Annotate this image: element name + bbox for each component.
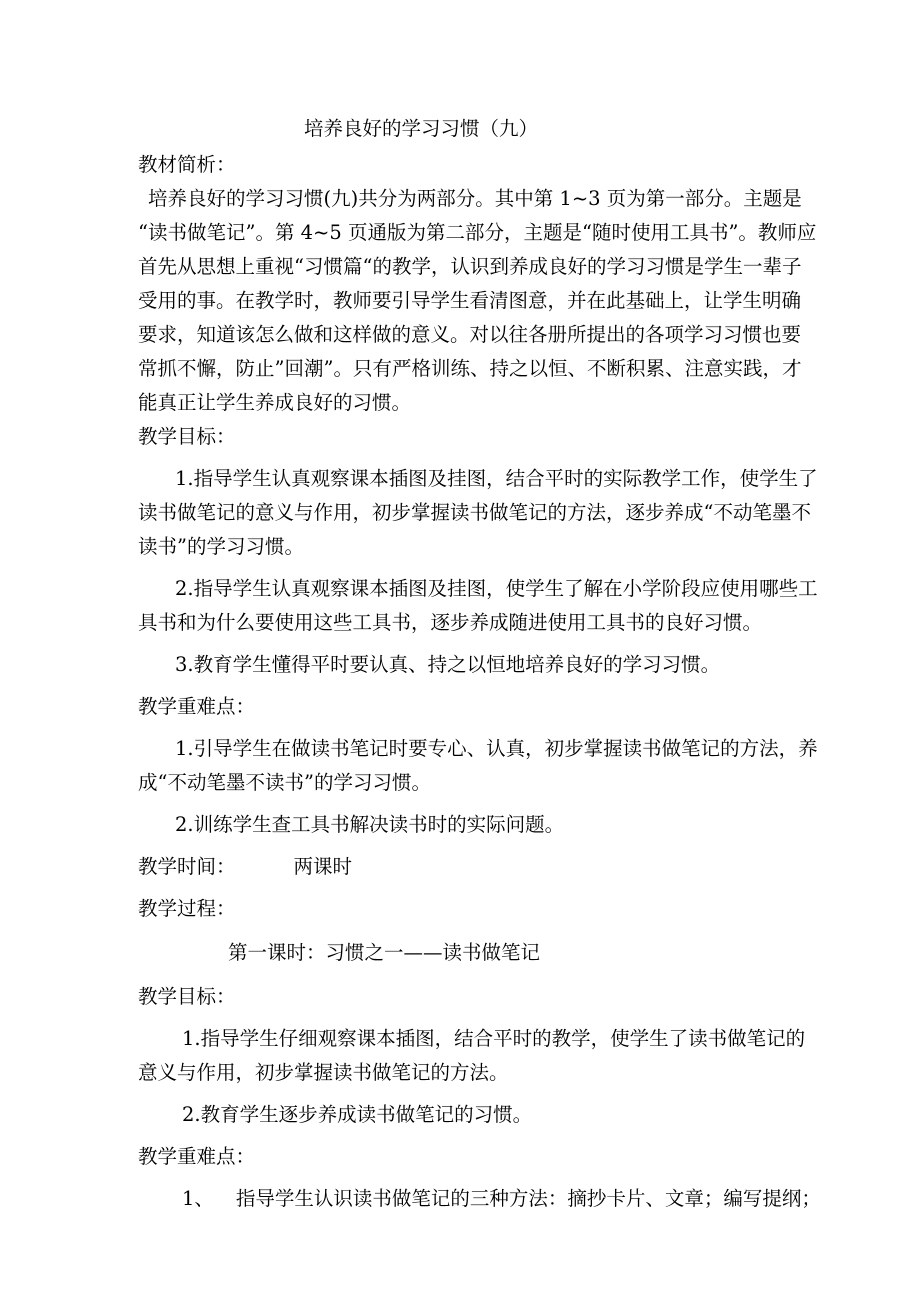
goal-item-3 (138, 648, 783, 682)
analysis-line: 培养良好的学习习惯(九)共分为两部分。其中第 1~3 页为第一部分。主题是 (148, 187, 802, 210)
lesson1-goal-line: 2.教育学生逐步养成读书做笔记的习惯。 (182, 1103, 533, 1126)
document-body (138, 112, 821, 1216)
lesson1-difficulty-line (138, 1182, 821, 1216)
lesson1-difficulties-heading: 教学重难点： (138, 1145, 256, 1168)
lesson1-goal-line: 意义与作用，初步掌握读书做笔记的方法。 (138, 1061, 509, 1084)
difficulty-line: 成“不动笔墨不读书”的学习习惯。 (138, 771, 431, 794)
lesson1-difficulty-number: 1、 (182, 1187, 214, 1210)
analysis-line: 受用的事。在教学时，教师要引导学生看清图意，并在此基础上，让学生明确 (138, 289, 802, 312)
goal-line: 具书和为什么要使用这些工具书，逐步养成随进使用工具书的良好习惯。 (138, 611, 763, 634)
lesson1-goals-heading: 教学目标： (138, 985, 236, 1008)
goal-line: 1.指导学生认真观察课本插图及挂图，结合平时的实际教学工作，使学生了 (175, 467, 818, 490)
process-heading: 教学过程： (138, 897, 236, 920)
lesson1-subtitle: 第一课时：习惯之一——读书做笔记 (228, 941, 541, 964)
lesson1-difficulty-text: 指导学生认识读书做笔记的三种方法：摘抄卡片、文章；编写提纲； (235, 1187, 821, 1210)
goal-line: 3.教育学生懂得平时要认真、持之以恒地培养良好的学习习惯。 (175, 653, 721, 676)
difficulty-line: 1.引导学生在做读书笔记时要专心、认真，初步掌握读书做笔记的方法，养 (175, 737, 818, 760)
analysis-line: “读书做笔记”。第 4~5 页通版为第二部分，主题是“随时使用工具书”。教师应 (138, 221, 817, 244)
goals-heading: 教学目标： (138, 425, 236, 448)
document-title: 培养良好的学习习惯（九） (304, 117, 539, 140)
lesson1-difficulty-item-1 (138, 1182, 821, 1216)
teaching-time-value: 两课时 (293, 855, 353, 878)
difficulty-line: 2.训练学生查工具书解决读书时的实际问题。 (175, 813, 565, 836)
analysis-paragraph (138, 182, 817, 420)
difficulty-item-1 (138, 732, 818, 800)
lesson1-goal-item-2 (138, 1098, 783, 1132)
teaching-time (138, 850, 783, 884)
lesson1-goal-line: 1.指导学生仔细观察课本插图，结合平时的教学，使学生了读书做笔记的 (182, 1027, 806, 1050)
analysis-line: 首先从思想上重视“习惯篇“的教学，认识到养成良好的学习习惯是学生一辈子 (138, 255, 802, 278)
goal-item-2 (138, 572, 818, 640)
teaching-time-label: 教学时间： (138, 855, 236, 878)
goal-line: 读书做笔记的意义与作用，初步掌握读书做笔记的方法，逐步养成“不动笔墨不 (138, 501, 811, 524)
analysis-line: 能真正让学生养成良好的习惯。 (138, 391, 412, 414)
difficulty-item-2 (138, 808, 783, 842)
goal-line: 读书”的学习习惯。 (138, 535, 304, 558)
analysis-line: 常抓不懈，防止”回潮”。只有严格训练、持之以恒、不断积累、注意实践，才 (138, 357, 802, 380)
difficulties-heading: 教学重难点： (138, 695, 256, 718)
analysis-line: 要求，知道该怎么做和这样做的意义。对以往各册所提出的各项学习习惯也要 (138, 323, 802, 346)
goal-item-1 (138, 462, 818, 564)
analysis-heading: 教材简析： (138, 153, 236, 176)
goal-line: 2.指导学生认真观察课本插图及挂图，使学生了解在小学阶段应使用哪些工 (175, 577, 818, 600)
lesson1-goal-item-1 (138, 1022, 806, 1090)
